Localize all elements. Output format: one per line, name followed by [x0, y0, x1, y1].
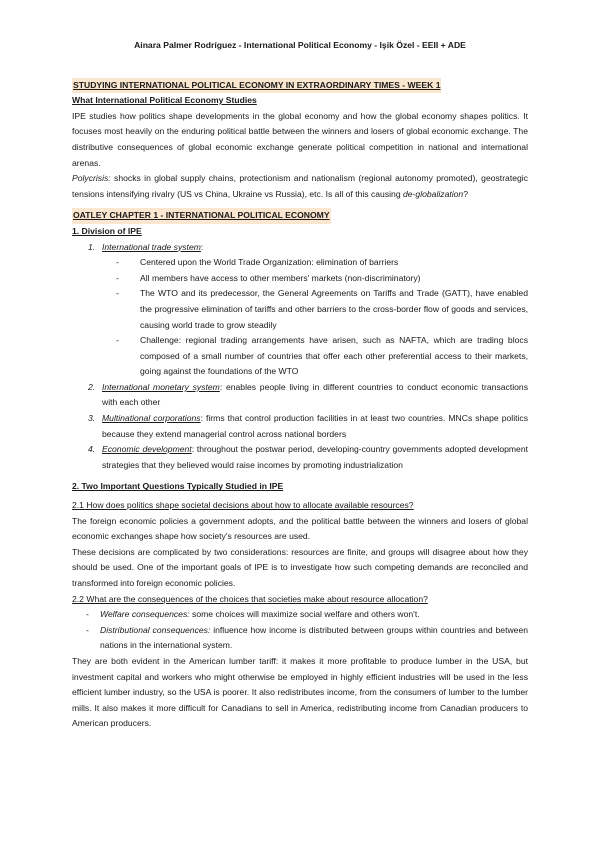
list-item [100, 607, 528, 623]
list-term: International trade system [102, 241, 201, 252]
list-term: International monetary system [102, 381, 220, 392]
list-number: 1. [88, 241, 96, 252]
page-header: Ainara Palmer Rodríguez - International Political Economy - Işik Özel - EEII + ADE [134, 40, 466, 50]
trade-bullet-list [102, 255, 528, 380]
list-item [100, 623, 528, 654]
consequence-text: some choices will maximize social welfare and others won't. [189, 609, 420, 620]
list-text: : firms that control production facilities in at least two countries. MNCs shape politics because they extend managerial control across national borders [102, 413, 528, 439]
consequence-term: Welfare consequences: [100, 609, 190, 620]
polycrisis-text: shocks in global supply chains, protectionism and nationalism (regional autonomy promoted), geostrategic tensions intensifying rivalry (US vs China, Ukraine vs Russia), etc. Is all of this causing [72, 173, 528, 199]
q1-paragraph-2: These decisions are complicated by two considerations: resources are finite, and groups will disagree about how they should be used. One of the important goals of IPE is to investigate how such competing demands are reconciled and transformed into foreign economic policies. [72, 546, 528, 588]
q1-paragraph-1: The foreign economic policies a government adopts, and the political battle between the winners and losers of global economic exchanges shape how society's resources are used. [72, 515, 528, 542]
list-text: : throughout the postwar period, developing-country governments adopted development strategies that they believed would raise incomes by promoting industrialization [102, 444, 528, 470]
bullet-item: - The WTO and its predecessor, the General Agreements on Tariffs and Trade (GATT), have enabled the progressive elimination of tariffs and other barriers to the cross-border flow of goods and services, causing world trade to grow steadily [130, 286, 528, 333]
q1-heading: 2.1 How does politics shape societal decisions about how to allocate available resources? [72, 500, 414, 511]
consequence-term: Distributional consequences: [100, 624, 211, 635]
bullet-item: - All members have access to other members' markets (non-discriminatory) [130, 271, 528, 287]
list-term: Multinational corporations [102, 413, 201, 424]
list-text: : [200, 241, 204, 252]
what-ipe-paragraph: IPE studies how politics shape developments in the global economy and how the global economy shapes politics. It focuses most heavily on the enduring political battle between the winners and losers of global economic exchange. The distributive consequences of global economic exchange generate political competition in national and international arenas. [72, 110, 528, 168]
section2-heading: 2. Two Important Questions Typically Studied in IPE [72, 481, 284, 492]
bullet-item: - Challenge: regional trading arrangements have arisen, such as NAFTA, which are trading blocs composed of a small number of countries that offer each other preferential access to their markets, going against the foundations of the WTO [130, 333, 528, 380]
list-item [88, 442, 528, 473]
polycrisis-term: Polycrisis: [72, 173, 111, 184]
q2-heading: 2.2 What are the consequences of the choices that societies make about resource allocation? [72, 593, 428, 604]
list-text: : enables people living in different countries to conduct economic transactions with each other [102, 381, 528, 408]
list-term: Economic development [102, 444, 192, 455]
what-ipe-heading: What International Political Economy Studies [72, 95, 257, 106]
consequence-text: influence how income is distributed between groups within countries and between nations in the international system. [100, 624, 528, 651]
week-title: STUDYING INTERNATIONAL POLITICAL ECONOMY IN EXTRAORDINARY TIMES - WEEK 1 [72, 78, 441, 94]
division-list [72, 240, 528, 474]
list-number: 2. [88, 381, 96, 392]
chapter-title: OATLEY CHAPTER 1 - INTERNATIONAL POLITICAL ECONOMY [72, 208, 331, 224]
list-item [88, 240, 528, 380]
list-item [88, 380, 528, 411]
polycrisis-paragraph [72, 171, 528, 202]
consequences-list [72, 607, 528, 654]
q2-paragraph: They are both evident in the American lumber tariff: it makes it more profitable to produce lumber in the USA, but investment capital and workers who might otherwise be employed in highly efficient industries will be used in the less efficient lumber industry, so the USA is poorer. It also redistributes income, from the consumers of lumber to the lumber mills. It also makes it more difficult for Canadians to sell in America, redistributing income from Canadian producers to American producers. [72, 655, 528, 729]
section1-heading: 1. Division of IPE [72, 225, 142, 236]
list-number: 3. [88, 413, 96, 424]
list-item [88, 411, 528, 442]
deglobalization-term: de-globalization [403, 188, 464, 199]
bullet-item: - Centered upon the World Trade Organization: elimination of barriers [130, 255, 528, 271]
list-number: 4. [88, 444, 96, 455]
polycrisis-end: ? [463, 188, 468, 199]
document-page [72, 38, 528, 732]
